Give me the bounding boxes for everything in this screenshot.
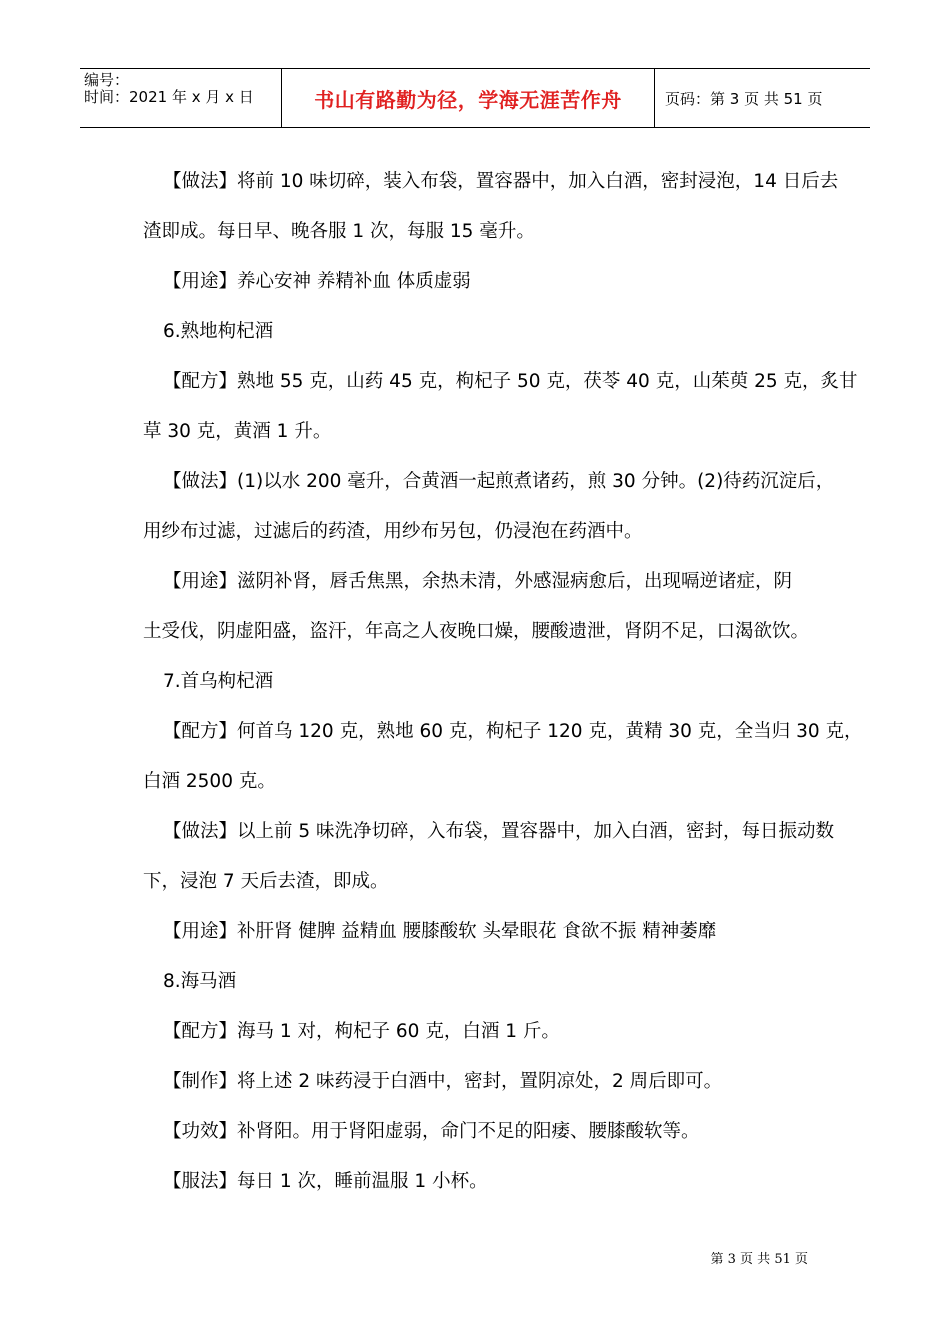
motto: 书山有路勤为径，学海无涯苦作舟 [314, 87, 622, 112]
body-line: 土受伐，阴虚阳盛，盗汗，年高之人夜晚口燥，腰酸遗泄，肾阴不足，口渴欲饮。 [143, 621, 810, 642]
body-line: 下，浸泡 7 天后去渣，即成。 [143, 871, 389, 892]
serial-label: 编号： [84, 71, 130, 89]
body-line: 【用途】养心安神 养精补血 体质虚弱 [163, 271, 471, 292]
body-line: 【用途】补肝肾 健脾 益精血 腰膝酸软 头晕眼花 食欲不振 精神萎靡 [163, 921, 717, 942]
body-line: 草 30 克，黄酒 1 升。 [143, 421, 332, 442]
header-motto-cell [282, 69, 655, 127]
body-line: 渣即成。每日早、晚各服 1 次，每服 15 毫升。 [143, 221, 535, 242]
body-line: 【制作】将上述 2 味药浸于白酒中，密封，置阴凉处，2 周后即可。 [163, 1071, 723, 1092]
time-label: 时间：2021 年 x 月 x 日 [84, 88, 254, 106]
page-footer: 第 3 页 共 51 页 [710, 1252, 808, 1267]
body-line: 白酒 2500 克。 [143, 771, 276, 792]
body-line: 【做法】(1)以水 200 毫升，合黄酒一起煎煮诸药，煎 30 分钟。(2)待药沉淀后， [163, 471, 835, 492]
header-page-cell [655, 69, 870, 127]
page-header [80, 68, 870, 128]
body-line: 【做法】以上前 5 味洗净切碎，入布袋，置容器中，加入白酒，密封，每日振动数 [163, 821, 835, 842]
body-line: 【配方】熟地 55 克，山药 45 克，枸杞子 50 克，茯苓 40 克，山茱萸 25 克，炙甘 [163, 371, 858, 392]
section-heading: 6.熟地枸杞酒 [163, 321, 274, 342]
body-line: 【配方】海马 1 对，枸杞子 60 克，白酒 1 斤。 [163, 1021, 560, 1042]
header-page-info: 页码：第 3 页 共 51 页 [665, 89, 823, 108]
body-line: 【服法】每日 1 次，睡前温服 1 小杯。 [163, 1171, 488, 1192]
body-line: 【功效】补肾阳。用于肾阳虚弱，命门不足的阳痿、腰膝酸软等。 [163, 1121, 700, 1142]
body-line: 【用途】滋阴补肾，唇舌焦黑，余热未清，外感湿病愈后，出现嗝逆诸症，阴 [163, 571, 793, 592]
body-line: 【做法】将前 10 味切碎，装入布袋，置容器中，加入白酒，密封浸泡，14 日后去 [163, 171, 839, 192]
body-line: 用纱布过滤，过滤后的药渣，用纱布另包，仍浸泡在药酒中。 [143, 521, 643, 542]
section-heading: 8.海马酒 [163, 971, 237, 992]
body-line: 【配方】何首乌 120 克，熟地 60 克，枸杞子 120 克，黄精 30 克，全当归 30 克， [163, 721, 863, 742]
header-meta [80, 69, 282, 127]
section-heading: 7.首乌枸杞酒 [163, 671, 274, 692]
